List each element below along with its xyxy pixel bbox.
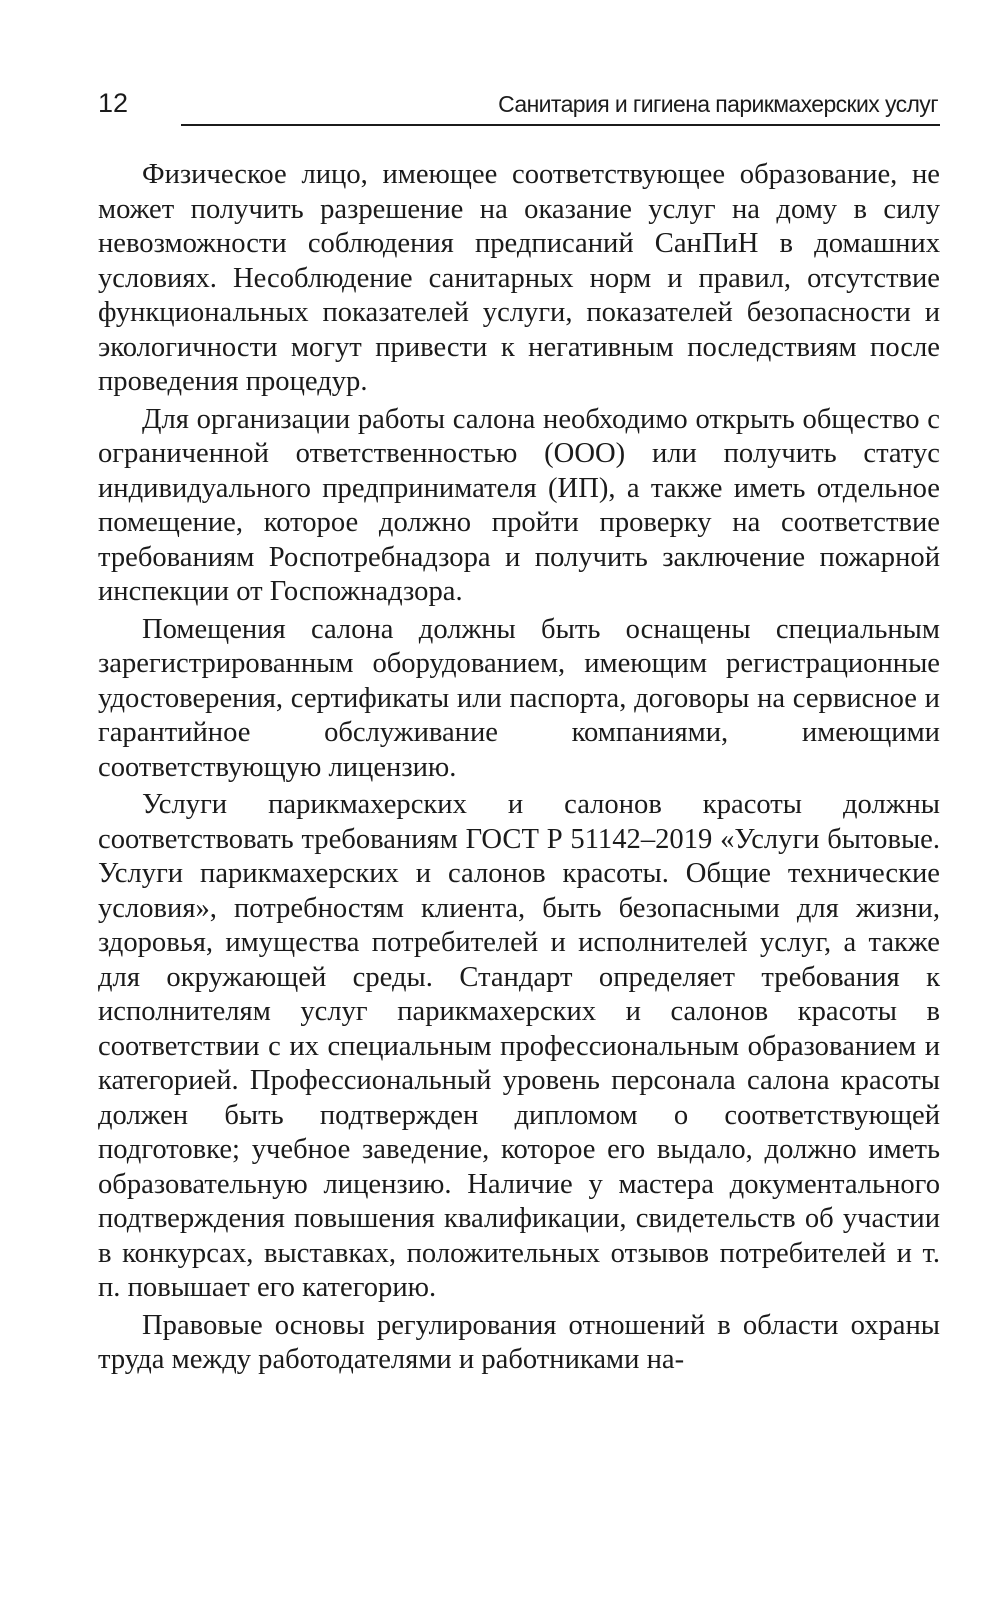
paragraph-1: Физическое лицо, имеющее соответствующее образование, не может получить разрешение на оказание услуг на дому в силу невозможности соблюдения предписаний СанПиН в домашних условиях. Несоблюдение санитарных норм и правил, отсутствие функциональных показателей услуги, показателей безопасности и экологичности могут привести к негативным последствиям после проведения процедур. (98, 159, 940, 397)
page-number: 12 (98, 88, 129, 118)
paragraph-2: Для организации работы салона необходимо открыть общество с ограниченной ответственностью (ООО) или получить статус индивидуального предпринимателя (ИП), а также иметь отдельное помещение, которое должно пройти проверку на соответствие требованиям Роспотребнадзора и получить заключение пожарной инспекции от Госпожнадзора. (98, 403, 940, 607)
running-head (98, 80, 940, 130)
paragraph-3: Помещения салона должны быть оснащены специальным зарегистрированным оборудованием, имеющим регистрационные удостоверения, сертификаты или паспорта, договоры на сервисное и гарантийное обслуживание компаниями, имеющими соответствующую лицензию. (98, 613, 940, 783)
header-rule (181, 124, 940, 126)
paragraph-4: Услуги парикмахерских и салонов красоты должны соответствовать требованиям ГОСТ Р 51142–2019 «Услуги бытовые. Услуги парикмахерских и салонов красоты. Общие технические условия», потребностям клиента, быть безопасными для жизни, здоровья, имущества потребителей и исполнителей услуг, а также для окружающей среды. Стандарт определяет требования к исполнителям услуг парикмахерских и салонов красоты в соответствии с их специальным профессиональным образованием и категорией. Профессиональный уровень персонала салона красоты должен быть подтвержден дипломом о соответствующей подготовке; учебное заведение, которое его выдало, должно иметь образовательную лицензию. Наличие у мастера документального подтверждения повышения квалификации, свидетельств об участии в конкурсах, выставках, положительных отзывов потребителей и т. п. повышает его категорию. (98, 789, 940, 1303)
paragraph-5: Правовые основы регулирования отношений в области охраны труда между работодателями и работниками на- (98, 1309, 940, 1375)
running-title: Санитария и гигиена парикмахерских услуг (498, 91, 938, 117)
body-text (98, 158, 940, 1378)
